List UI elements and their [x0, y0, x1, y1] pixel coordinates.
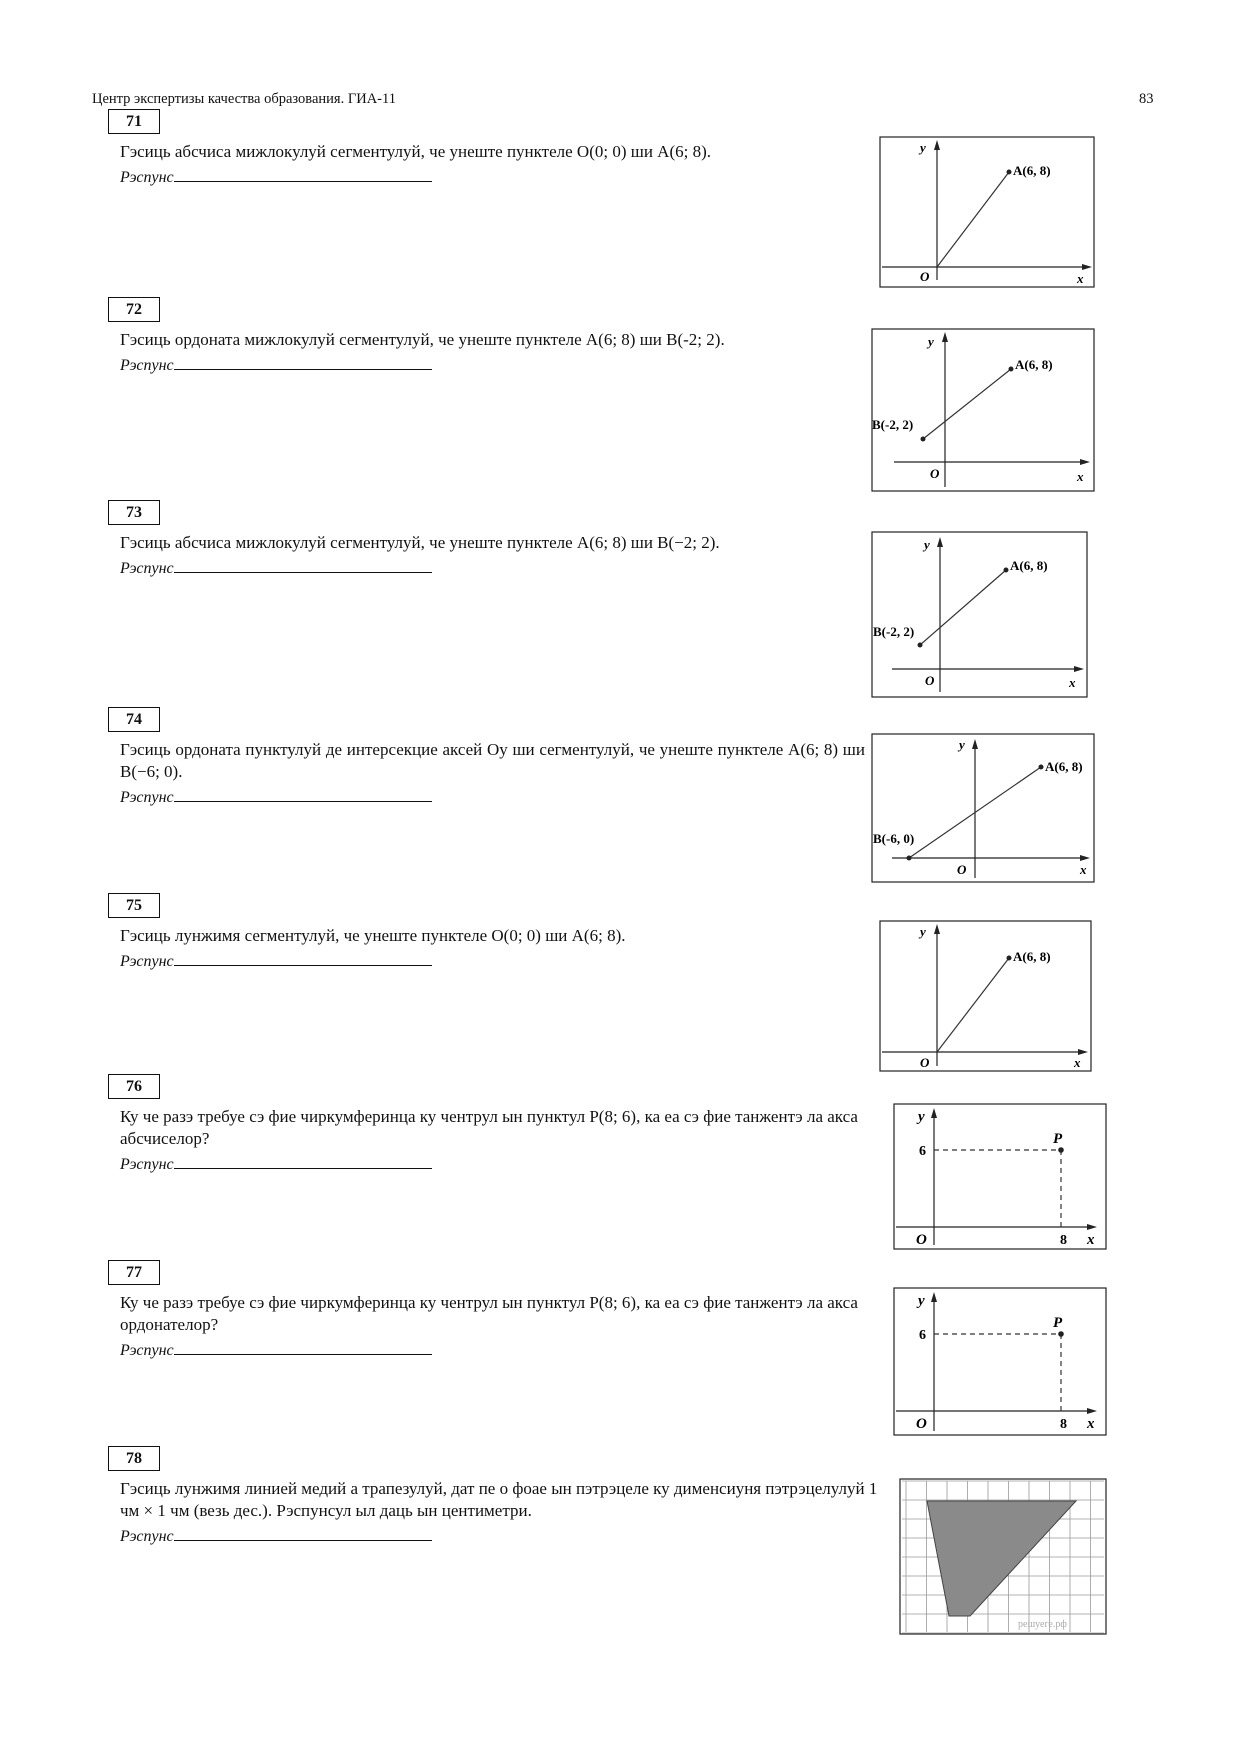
answer-field[interactable] [120, 787, 432, 807]
problem-text: Гэсиць ордоната пунктулуй де интерсекцие аксей Oy ши сегментулуй, че унеште пунктеле A(6; 8) ши B(−6; 0). [120, 740, 865, 781]
figure-72 [872, 329, 1094, 491]
y-axis-label: y [924, 537, 930, 552]
answer-field[interactable] [120, 1154, 432, 1174]
answer-label: Рэспунс [120, 357, 174, 374]
problem-text: Гэсиць лунжимя линией медий а трапезулуй, дат пе о фоае ын пэтрэцеле ку дименсиуня пэтрэцелулуй 1 чм × 1 чм (везь дес.). Рэспунсул ыл даць ын центиметри. [120, 1479, 878, 1520]
origin-label: O [930, 466, 940, 481]
figure-73 [872, 532, 1087, 697]
problem-number: 73 [108, 500, 160, 525]
answer-label: Рэспунс [120, 789, 174, 806]
x-axis-label: x [1074, 1055, 1081, 1070]
y-axis-label: y [920, 924, 926, 939]
answer-label: Рэспунс [120, 560, 174, 577]
tick-label-8: 8 [1060, 1233, 1067, 1248]
point-p-label: P [1053, 1315, 1063, 1331]
tick-label-6: 6 [919, 1144, 926, 1159]
y-axis-label: y [918, 1293, 925, 1309]
point-b-label: B(-2, 2) [872, 417, 914, 432]
y-axis-label: y [928, 334, 934, 349]
point-a-label: A(6, 8) [1013, 949, 1051, 964]
tick-label-6: 6 [919, 1328, 926, 1343]
point-b-label: B(-2, 2) [873, 624, 915, 639]
problem-number: 71 [108, 109, 160, 134]
answer-label: Рэспунс [120, 169, 174, 186]
answer-label: Рэспунс [120, 1156, 174, 1173]
origin-label: O [920, 1055, 930, 1070]
figure-74 [872, 734, 1094, 882]
answer-field[interactable] [120, 558, 432, 578]
point-b-label: B(-6, 0) [873, 831, 915, 846]
problem-number: 75 [108, 893, 160, 918]
problem-text: Гэсиць лунжимя сегментулуй, че унеште пунктеле O(0; 0) ши A(6; 8). [120, 926, 626, 945]
watermark: решуеге.рф [1018, 1619, 1067, 1630]
x-axis-label: x [1069, 675, 1076, 690]
problem-number: 74 [108, 707, 160, 732]
problem-number: 77 [108, 1260, 160, 1285]
problem-text: Гэсиць абсчиса мижлокулуй сегментулуй, че унеште пунктеле A(6; 8) ши B(−2; 2). [120, 533, 720, 552]
header-title: Центр экспертизы качества образования. ГИА-11 [92, 91, 396, 107]
answer-field[interactable] [120, 167, 432, 187]
answer-field[interactable] [120, 1340, 432, 1360]
y-axis-label: y [918, 1109, 925, 1125]
figure-78 [900, 1479, 1106, 1634]
x-axis-label: x [1087, 1232, 1095, 1248]
figure-76 [894, 1104, 1106, 1249]
origin-label: O [916, 1232, 927, 1248]
origin-label: O [957, 862, 967, 877]
x-axis-label: x [1080, 862, 1087, 877]
answer-label: Рэспунс [120, 1342, 174, 1359]
point-p-label: P [1053, 1131, 1063, 1147]
answer-label: Рэспунс [120, 953, 174, 970]
answer-field[interactable] [120, 951, 432, 971]
point-a-label: A(6, 8) [1015, 357, 1053, 372]
problem-number: 72 [108, 297, 160, 322]
x-axis-label: x [1077, 469, 1084, 484]
answer-field[interactable] [120, 1526, 432, 1546]
problem-text: Гэсиць ордоната мижлокулуй сегментулуй, че унеште пунктеле A(6; 8) ши B(-2; 2). [120, 330, 725, 349]
point-a-label: A(6, 8) [1010, 558, 1048, 573]
answer-field[interactable] [120, 355, 432, 375]
problem-number: 78 [108, 1446, 160, 1471]
problem-text: Ку че разэ требуе сэ фие чиркумферинца ку чентрул ын пунктул P(8; 6), ка еа сэ фие танжентэ ла акса ордонателор? [120, 1293, 858, 1334]
answer-label: Рэспунс [120, 1528, 174, 1545]
problem-number: 76 [108, 1074, 160, 1099]
origin-label: O [925, 673, 935, 688]
problem-text: Ку че разэ требуе сэ фие чиркумферинца ку чентрул ын пунктул P(8; 6), ка еа сэ фие танжентэ ла акса абсчиселор? [120, 1107, 858, 1148]
page-number: 83 [1139, 91, 1154, 107]
point-a-label: A(6, 8) [1045, 759, 1083, 774]
point-a-label: A(6, 8) [1013, 163, 1051, 178]
x-axis-label: x [1077, 271, 1084, 286]
figure-77 [894, 1288, 1106, 1435]
x-axis-label: x [1087, 1416, 1095, 1432]
y-axis-label: y [959, 737, 965, 752]
tick-label-8: 8 [1060, 1417, 1067, 1432]
origin-label: O [920, 269, 930, 284]
problem-text: Гэсиць абсчиса мижлокулуй сегментулуй, че унеште пунктеле O(0; 0) ши A(6; 8). [120, 142, 712, 161]
origin-label: O [916, 1416, 927, 1432]
figure-75 [880, 921, 1091, 1071]
figure-71 [880, 137, 1094, 287]
y-axis-label: y [920, 140, 926, 155]
